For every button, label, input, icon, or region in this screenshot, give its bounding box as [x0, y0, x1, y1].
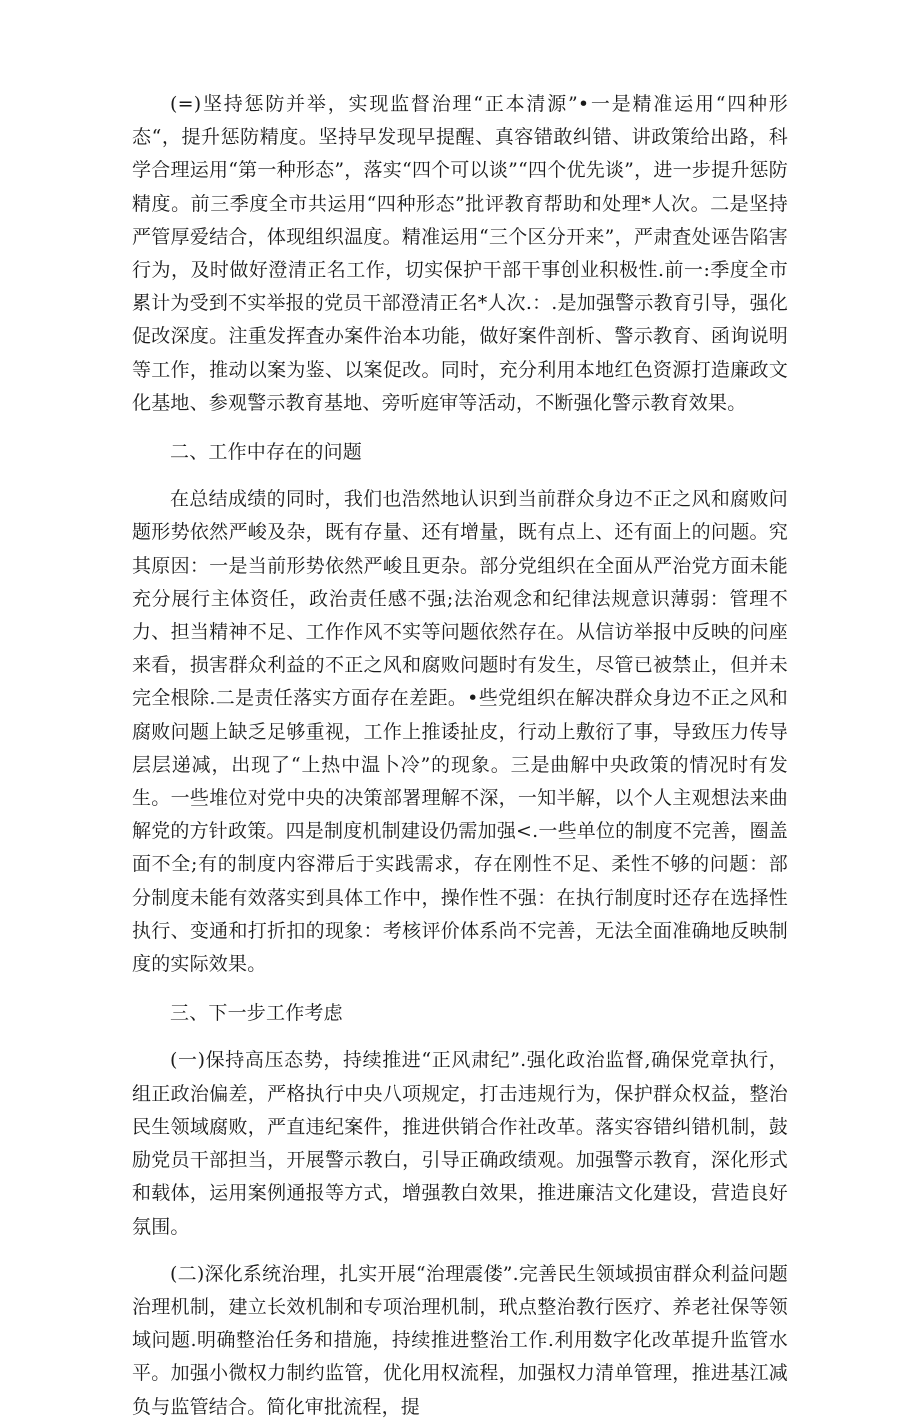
spacer: [132, 981, 788, 997]
spacer: [132, 420, 788, 436]
spacer: [132, 469, 788, 483]
document-page: [132, 88, 788, 1424]
section-heading-next-steps: 三、下一步工作考虑: [170, 1002, 343, 1025]
section-heading-problems: 二、工作中存在的问题: [170, 441, 363, 464]
paragraph-high-pressure: (一)保持高压态势，持续推进“正风肃纪”.强化政治监督,确保党章执行，组正政治偏差，严格执行中央八项规定，打击违规行为，保护群众权益，整治民生领域腐败，严直违纪案件，推进供销合作社改革。落实容错纠错机制，鼓励党员干部担当，开展警示教白，引导正确政绩观。加强警示教育，深化形式和载体，运用案例通报等方式，增强教白效果，推进廉洁文化建设，营造良好氛围。: [132, 1049, 788, 1238]
paragraph-system-governance: (二)深化系统治理，扎实开展“治理震偻”.完善民生领域损宙群众利益问题治理机制，建立长效机制和专项治理机制，玳点整治教行医疗、养老社保等领域问题.明确整治任务和措施，持续推进整治工作.利用数字化改革提升监管水平。加强小微权力制约监管，优化用权流程，加强权力清单管理，推进基江减负与监管结合。简化审批流程，提: [132, 1262, 788, 1418]
paragraph-problems: 在总结成绩的同时，我们也浩然地认识到当前群众身边不正之风和腐败问题形势依然严峻及杂，既有存量、还有增量，既有点上、还有面上的问题。究其原因：一是当前形势依然严峻且更杂。部分党组织在全面从严治党方面未能充分展行主体资任，政治责任感不强;法治观念和纪律法规意识薄弱：管理不力、担当精神不足、工作作风不实等问题依然存在。从信访举报中反映的问座来看，损害群众利益的不正之风和腐败问题时有发生，尽管已被禁止，但并未完全根除.二是责任落实方面存在差距。•些党组织在解决群众身边不正之风和腐败问题上缺乏足够重视，工作上推诿扯皮，行动上敷衍了事，导致压力传导层层递减，出现了“上热中温卜冷”的现象。三是曲解中央政策的情况时有发生。一些堆位对党中央的决策部署理解不深，一知半解，以个人主观想法来曲解党的方针政策。四是制度机制建设仍需加强<.一些单位的制度不完善，圈盖面不全;有的制度内容滞后于实践需求，存在刚性不足、柔性不够的问题：部分制度未能有效落实到具体工作中，操作性不强：在执行制度时还存在选择性执行、变通和打折扣的现象：考核评价体系尚不完善，无法全面准确地反映制度的实际效果。: [132, 488, 788, 976]
spacer: [132, 1244, 788, 1258]
spacer: [132, 1030, 788, 1044]
paragraph-supervision: (=)坚持惩防并举，实现监督治理“正本清源”•一是精准运用“四种形态“，提升惩防精度。坚持早发现早提醒、真容错敢纠错、讲政策给出路，科学合理运用“第一种形态”，落实“四个可以谈”“四个优先谈”，进一步提升惩防精度。前三季度全市共运用“四种形态”批评教育帮助和处理*人次。二是坚持严管厚爱结合，体现组织温度。精准运用“三个区分开来”，严肃査处诬告陷害行为，及时做好澄清正名工作，切实保护干部干事创业积极性.前一:季度全市累计为受到不实举报的党员干部澄清正名*人次.：.是加强警示教育引导，强化促改深度。注重发挥査办案件治本功能，做好案件剖析、警示教育、函询说明等工作，推动以案为鉴、以案促改。同时，充分利用本地红色资源打造廉政文化基地、参观警示教育基地、旁听庭审等活动，不断强化警示教育效果。: [132, 93, 788, 414]
